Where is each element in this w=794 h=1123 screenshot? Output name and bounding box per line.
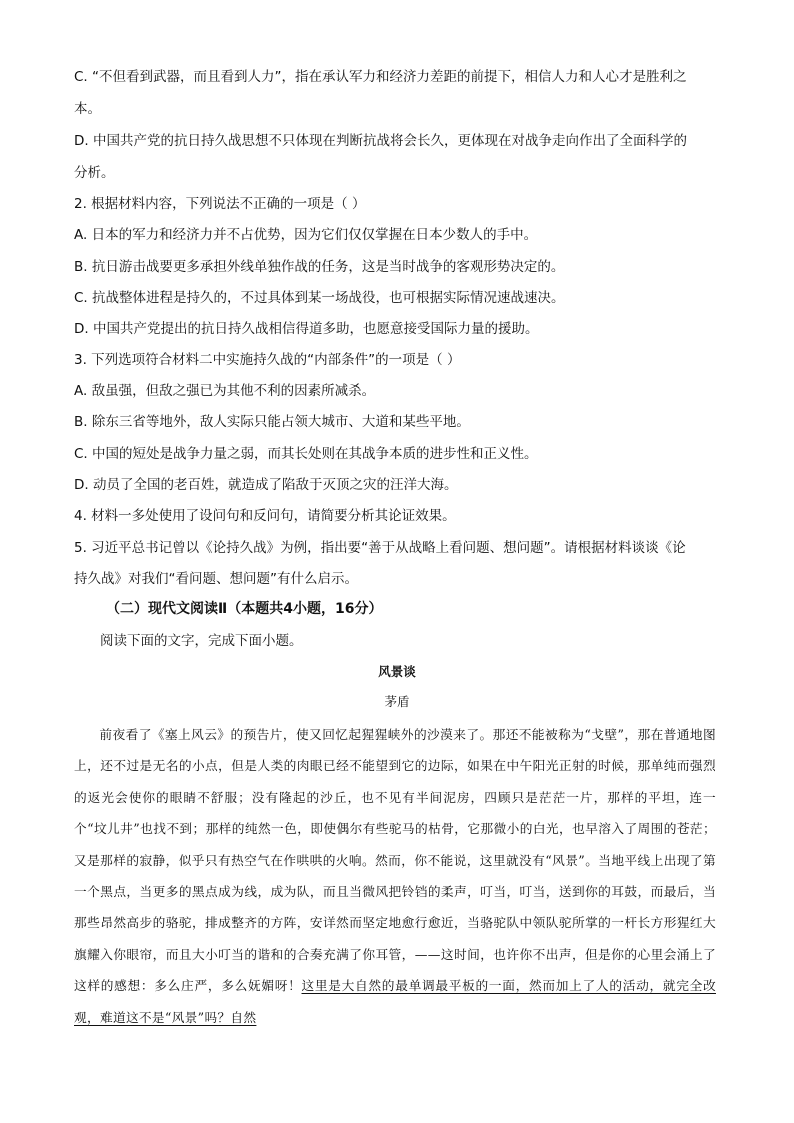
option-c-q2: C. 抗战整体进程是持久的，不过具体到某一场战役，也可根据实际情况速战速决。 [74,290,565,306]
option-a-q2: A. 日本的军力和经济力并不占优势，因为它们仅仅掌握在日本少数人的手中。 [74,227,538,243]
option-c-q1-line1: C. “不但看到武器，而且看到人力”，指在承认军力和经济力差距的前提下，相信人力和人心才是胜利之 [74,69,687,85]
reading-instruction: 阅读下面的文字，完成下面小题。 [100,633,303,649]
underlined-sentence: 这里是大自然的最单调最平板的一面，然而加上了人的活动，就完全改观，难道这不是“风景”吗？自然 [74,978,716,1025]
question-3: 3. 下列选项符合材料二中实施持久战的“内部条件”的一项是（ ） [74,352,461,368]
question-4: 4. 材料一多处使用了设问句和反问句，请简要分析其论证效果。 [74,508,456,524]
question-5-line1: 5. 习近平总书记曾以《论持久战》为例，指出要“善于从战略上看问题、想问题”。请根据材料谈谈《论 [74,540,686,556]
option-a-q3: A. 敌虽强，但敌之强已为其他不利的因素所减杀。 [74,383,376,399]
option-b-q2: B. 抗日游击战要更多承担外线单独作战的任务，这是当时战争的客观形势决定的。 [74,259,565,275]
option-d-q1-line1: D. 中国共产党的抗日持久战思想不只体现在判断抗战将会长久，更体现在对战争走向作出了全面科学的 [74,133,687,149]
option-d-q2: D. 中国共产党提出的抗日持久战相信得道多助，也愿意接受国际力量的援助。 [74,321,539,337]
option-c-q3: C. 中国的短处是战争力量之弱，而其长处则在其战争本质的进步性和正义性。 [74,446,538,462]
option-c-q1-line2: 本。 [74,101,101,117]
option-b-q3: B. 除东三省等地外，敌人实际只能占领大城市、大道和某些平地。 [74,414,470,430]
article-author: 茅盾 [384,694,410,709]
option-d-q1-line2: 分析。 [74,165,115,181]
question-5-line2: 持久战》对我们“看问题、想问题”有什么启示。 [74,571,358,587]
section-heading: （二）现代文阅读Ⅱ（本题共4小题，16分） [106,601,383,617]
paragraph-text: 前夜看了《塞上风云》的预告片，使又回忆起猩猩峡外的沙漠来了。那还不能被称为“戈壁”，那在普通地图上，还不过是无名的小点，但是人类的肉眼已经不能望到它的边际，如果在中午阳光正射的时候，那单纯而强烈的返光会使你的眼睛不舒服；没有隆起的沙丘，也不见有半间泥房，四顾只是茫茫一片，那样的平坦，连一个“坟儿井”也找不到；那样的纯然一色，即使偶尔有些驼马的枯骨，它那微小的白光，也早溶入了周围的苍茫；又是那样的寂静，似乎只有热空气在作哄哄的火响。然而，你不能说，这里就没有“风景”。当地平线上出现了第一个黑点，当更多的黑点成为线，成为队，而且当微风把铃铛的柔声，叮当，叮当，送到你的耳鼓，而最后，当那些昂然高步的骆驼，排成整齐的方阵，安详然而坚定地愈行愈近，当骆驼队中领队驼所掌的一杆长方形猩红大旗耀入你眼帘，而且大小叮当的谐和的合奏充满了你耳管，——这时间，也许你不出声，但是你的心里会涌上了这样的感想：多么庄严，多么妩媚呀！ [74,727,716,994]
option-d-q3: D. 动员了全国的老百姓，就造成了陷敌于灭顶之灾的汪洋大海。 [74,477,458,493]
article-title: 风景谈 [378,664,416,679]
article-paragraph [74,719,716,1033]
question-2: 2. 根据材料内容，下列说法不正确的一项是（ ） [74,196,366,212]
